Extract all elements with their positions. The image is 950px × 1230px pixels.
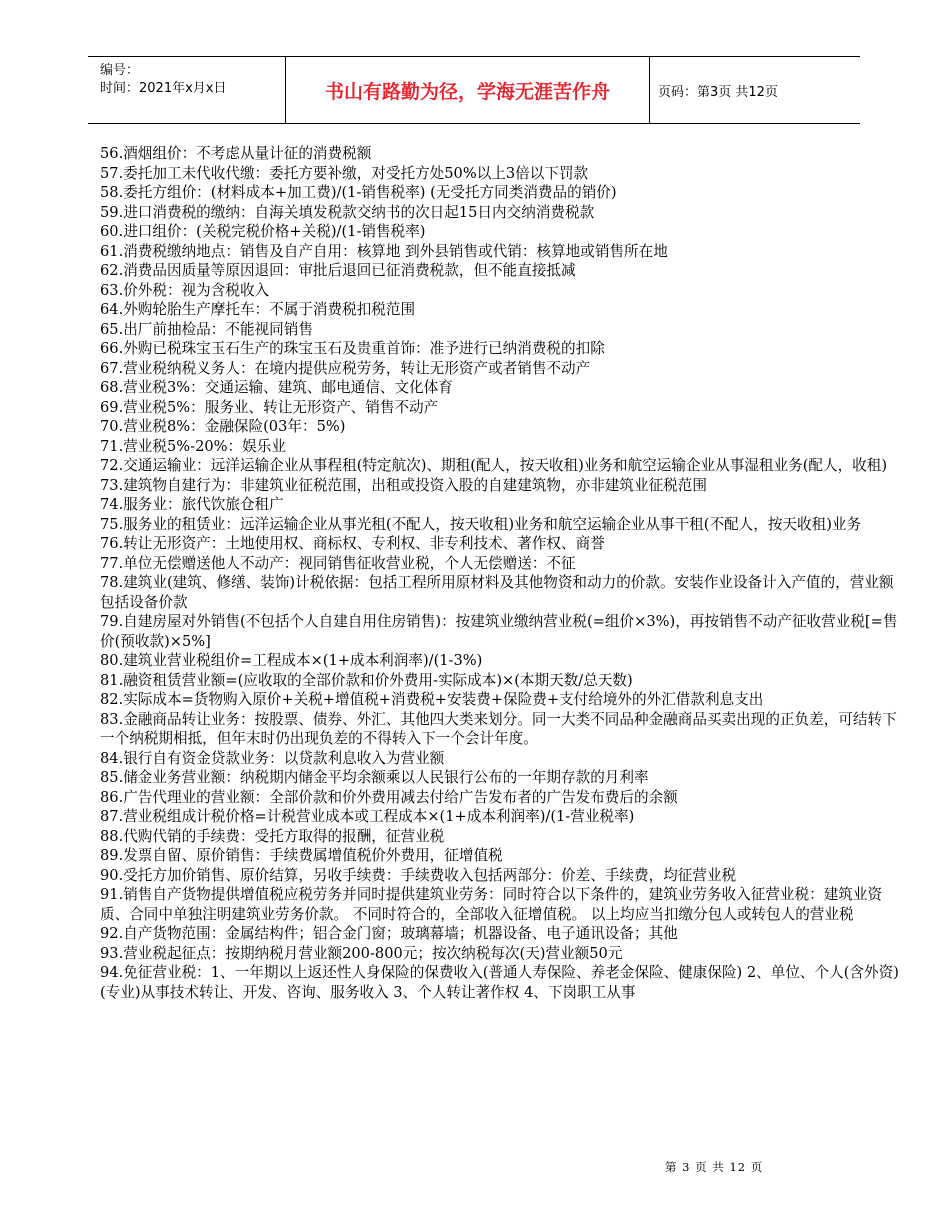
document-line: 62.消费品因质量等原因退回：审批后退回已征消费税款，但不能直接抵减: [100, 262, 576, 279]
document-line: 92.自产货物范围：金属结构件；铝合金门窗；玻璃幕墙；机器设备、电子通讯设备；其他: [100, 925, 678, 942]
document-line: 73.建筑物自建行为：非建筑业征税范围，出租或投资入股的自建建筑物，亦非建筑业征税范围: [100, 476, 707, 494]
header-page-label: 页码：第3页 共12页: [658, 84, 778, 100]
document-line: 56.酒烟组价：不考虑从量计征的消费税额: [100, 145, 372, 162]
document-line: 81.融资租赁营业额=(应收取的全部价款和价外费用-实际成本)×(本期天数/总天数): [100, 671, 633, 689]
document-line: 85.储金业务营业额：纳税期内储金平均余额乘以人民银行公布的一年期存款的月利率: [100, 769, 649, 786]
document-line: 58.委托方组价：(材料成本+加工费)/(1-销售税率) (无受托方同类消费品的销价): [100, 184, 617, 201]
document-line: 78.建筑业(建筑、修缮、装饰)计税依据：包括工程所用原材料及其他物资和动力的价款。安装作业设备计入产值的，营业额包括设备价款: [100, 574, 894, 611]
document-line: 94.免征营业税：1、一年期以上返还性人身保险的保费收入(普通人寿保险、养老金保险、健康保险) 2、单位、个人(含外资)(专业)从事技术转让、开发、咨询、服务收入 3、个人转让著作权 4、下岗职工从事: [100, 964, 899, 1001]
document-line: 64.外购轮胎生产摩托车：不属于消费税扣税范围: [100, 301, 416, 318]
document-line: 75.服务业的租赁业：远洋运输企业从事光租(不配人，按天收租)业务和航空运输企业从事干租(不配人，按天收租)业务: [100, 515, 862, 533]
document-line: 90.受托方加价销售、原价结算，另收手续费：手续费收入包括两部分：价差、手续费，均征营业税: [100, 866, 737, 884]
document-line: 76.转让无形资产：土地使用权、商标权、专利权、非专利技术、著作权、商誉: [100, 535, 605, 552]
document-line: 71.营业税5%-20%：娱乐业: [100, 437, 286, 455]
time-label: 时间：2021年x月x日: [100, 81, 227, 96]
document-line: 91.销售自产货物提供增值税应税劳务并同时提供建筑业劳务：同时符合以下条件的，建筑业劳务收入征营业税：建筑业资质、合同中单独注明建筑业劳务价款。 不同时符合的，全部收入征增值税。 以上均应当扣缴分包人或转包人的营业税: [100, 886, 883, 923]
header-motto: 书山有路勤为径，学海无涯苦作舟: [286, 57, 650, 123]
document-line: 57.委托加工未代收代缴：委托方要补缴，对受托方处50%以上3倍以下罚款: [100, 164, 589, 182]
document-line: 74.服务业：旅代饮旅仓租广: [100, 496, 284, 513]
document-line: 61.消费税缴纳地点：销售及自产自用：核算地 到外县销售或代销：核算地或销售所在地: [100, 242, 668, 260]
document-line: 84.银行自有资金贷款业务：以贷款利息收入为营业额: [100, 749, 445, 767]
document-line: 93.营业税起征点：按期纳税月营业额200-800元；按次纳税每次(天)营业额50元: [100, 944, 623, 962]
header-meta-cell: [88, 57, 286, 123]
document-line: 88.代购代销的手续费：受托方取得的报酬，征营业税: [100, 827, 445, 845]
document-line: 72.交通运输业：远洋运输企业从事程租(特定航次)、期租(配人，按天收租)业务和航空运输企业从事湿租业务(配人，收租): [100, 457, 888, 474]
document-line: 83.金融商品转让业务：按股票、债券、外汇、其他四大类来划分。同一大类不同品种金融商品买卖出现的正负差，可结转下一个纳税期相抵，但年末时仍出现负差的不得转入下一个会计年度。: [100, 710, 897, 747]
document-line: 68.营业税3%：交通运输、建筑、邮电通信、文化体育: [100, 379, 453, 396]
document-line: 79.自建房屋对外销售(不包括个人自建自用住房销售)：按建筑业缴纳营业税(=组价×3%)，再按销售不动产征收营业税[=售价(预收款)×5%]: [100, 613, 898, 650]
document-line: 59.进口消费税的缴纳：自海关填发税款交纳书的次日起15日内交纳消费税款: [100, 203, 595, 221]
document-line: 60.进口组价：(关税完税价格+关税)/(1-销售税率): [100, 223, 426, 240]
document-line: 65.出厂前抽检品：不能视同销售: [100, 320, 313, 338]
document-line: 63.价外税：视为含税收入: [100, 281, 270, 299]
document-line: 67.营业税纳税义务人：在境内提供应税劳务，转让无形资产或者销售不动产: [100, 359, 591, 377]
page-header: [88, 56, 860, 124]
document-body: [100, 144, 906, 1002]
document-line: 80.建筑业营业税组价=工程成本×(1+成本利润率)/(1-3%): [100, 652, 483, 669]
document-line: 70.营业税8%：金融保险(03年：5%): [100, 418, 346, 435]
document-line: 77.单位无偿赠送他人不动产：视同销售征收营业税，个人无偿赠送：不征: [100, 554, 576, 572]
document-line: 87.营业税组成计税价格=计税营业成本或工程成本×(1+成本利润率)/(1-营业税率): [100, 808, 635, 825]
document-line: 86.广告代理业的营业额：全部价款和价外费用减去付给广告发布者的广告发布费后的余额: [100, 788, 678, 806]
number-label: 编号：: [100, 63, 140, 78]
document-line: 66.外购已税珠宝玉石生产的珠宝玉石及贵重首饰：准予进行已纳消费税的扣除: [100, 340, 605, 357]
page-footer: 第 3 页 共 12 页: [665, 1160, 764, 1174]
document-line: 89.发票自留、原价销售：手续费属增值税价外费用，征增值税: [100, 847, 503, 864]
document-line: 69.营业税5%：服务业、转让无形资产、销售不动产: [100, 398, 439, 416]
document-line: 82.实际成本=货物购入原价+关税+增值税+消费税+安装费+保险费+支付给境外的外汇借款利息支出: [100, 691, 764, 708]
